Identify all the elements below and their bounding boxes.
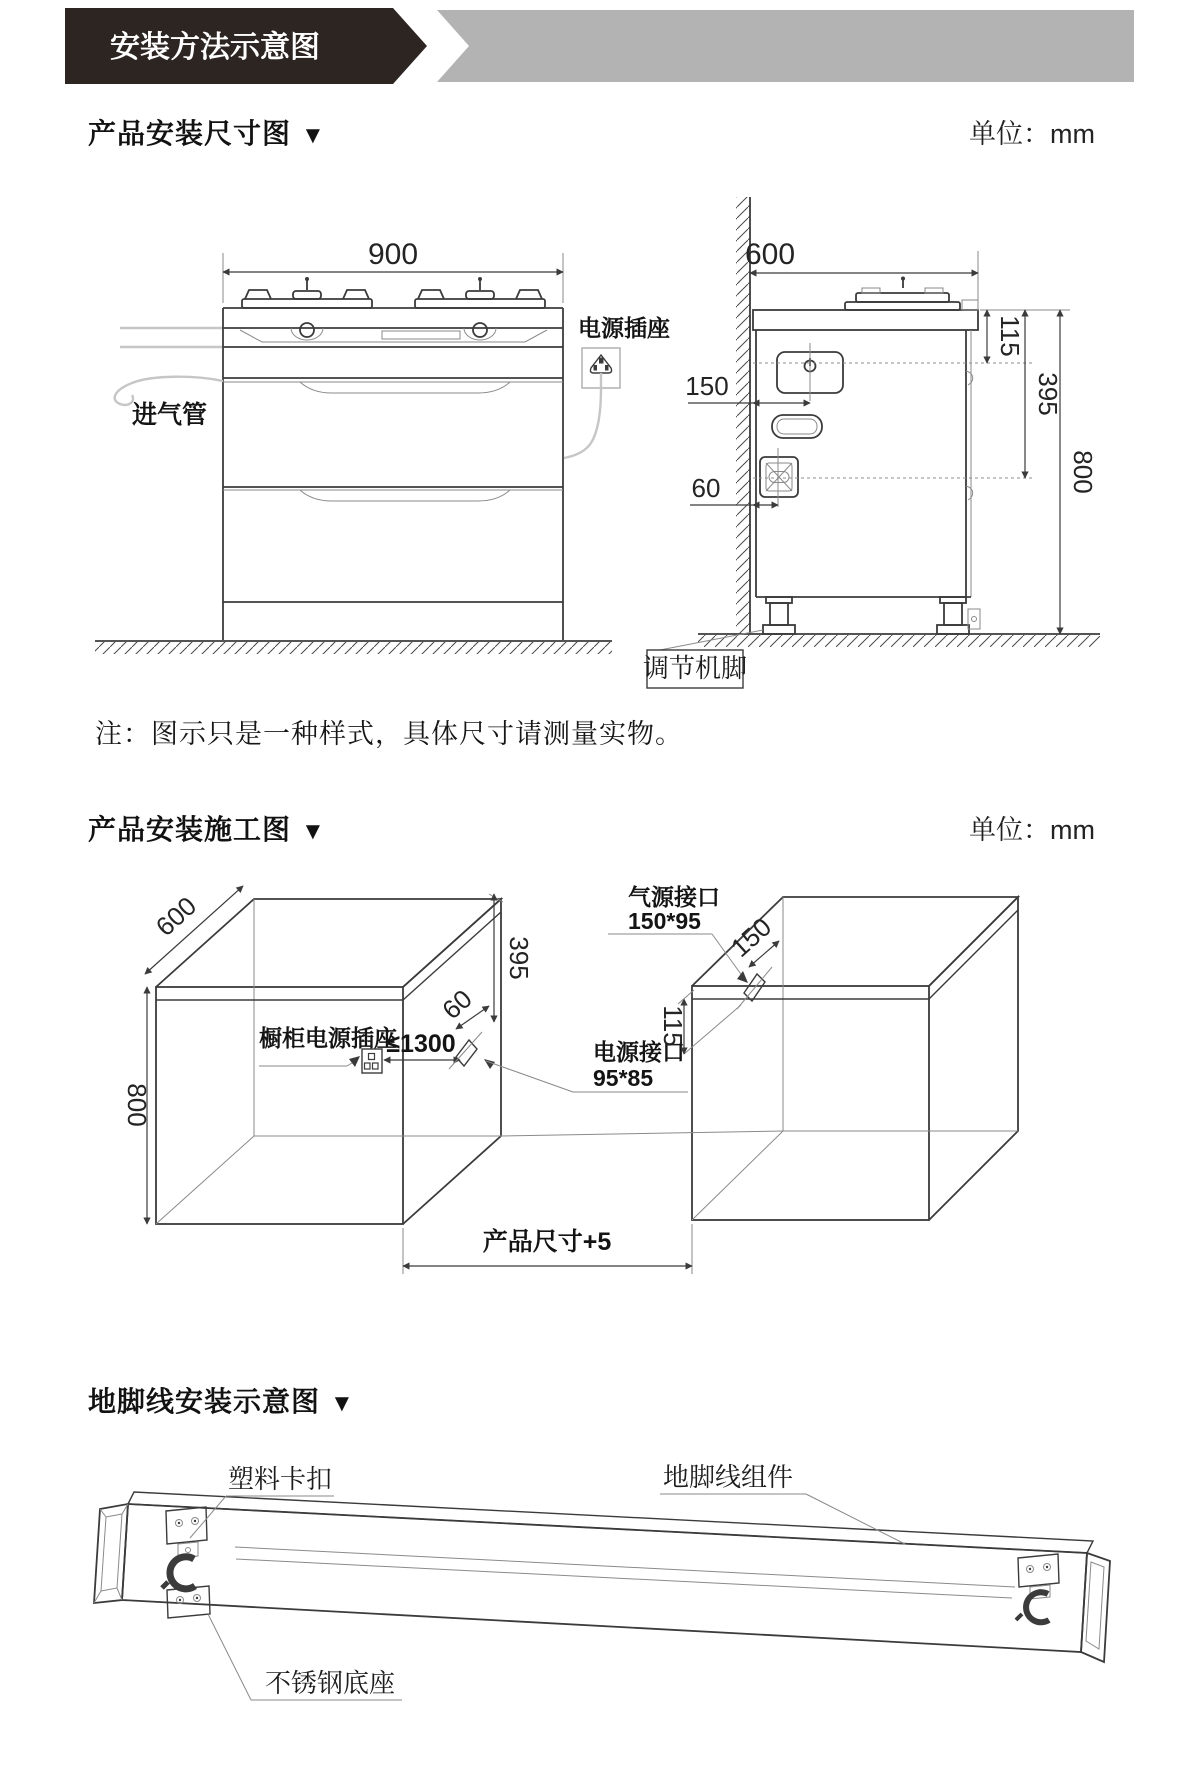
front-view [95, 238, 670, 654]
power-socket-label: 电源插座 [578, 315, 670, 341]
ground-hatch-side [698, 635, 1100, 647]
section1-title-row [88, 112, 1095, 152]
banner-title: 安装方法示意图 [110, 31, 320, 64]
gap-dimension [403, 1224, 692, 1274]
clip-label: 塑料卡扣 [228, 1464, 333, 1494]
header-banner [0, 0, 1200, 92]
base-label: 不锈钢底座 [265, 1668, 396, 1698]
foot-right-icon [937, 597, 980, 634]
construction-diagram [0, 870, 1200, 1290]
section3-title: 地脚线安装示意图 [88, 1386, 321, 1417]
side-view [643, 197, 1100, 688]
left-cabinet [122, 886, 688, 1224]
dim-60: 60 [436, 983, 478, 1026]
dim-395: 395 [1033, 372, 1063, 416]
note-text: 注：图示只是一种样式，具体尺寸请测量实物。 [95, 719, 683, 749]
banner-gray-bar [437, 10, 1134, 82]
section3-title-row [88, 1380, 354, 1420]
power-cord-icon [564, 388, 601, 458]
foot-left-icon [763, 597, 795, 634]
gas-inlet-port-icon [753, 343, 1032, 401]
max-distance: ≤1300 [386, 1030, 456, 1058]
handle-icon [772, 415, 822, 438]
dim-60: 60 [691, 473, 721, 503]
section2-unit-label: 单位：mm [969, 815, 1095, 845]
dim-150: 150 [724, 911, 778, 963]
dim-115: 115 [995, 315, 1025, 357]
dim-395: 395 [504, 936, 534, 980]
ground-hatch [95, 642, 612, 654]
dim-900: 900 [367, 238, 419, 271]
clip-right-icon [1016, 1554, 1059, 1622]
baseboard-bar [94, 1492, 1110, 1662]
gap-dim-label: 产品尺寸+5 [482, 1228, 612, 1256]
assembly-label: 地脚线组件 [663, 1462, 794, 1492]
dim-150: 150 [685, 371, 729, 401]
gas-port-size: 150*95 [628, 908, 701, 934]
end-cap-left [94, 1504, 128, 1603]
dim-600: 600 [744, 238, 796, 271]
baseboard-diagram [0, 1430, 1200, 1765]
power-port-size: 95*85 [593, 1065, 654, 1091]
triangle-marker-icon: ▼ [330, 1390, 354, 1417]
power-inlet-port-icon [753, 448, 1032, 507]
feet-label: 调节机脚 [642, 653, 748, 683]
cabinet-socket-icon [362, 1049, 382, 1073]
end-cap-right [1081, 1553, 1110, 1662]
dim-115: 115 [658, 1005, 688, 1047]
gas-port-label: 气源接口 [628, 884, 720, 910]
dim-800: 800 [122, 1083, 152, 1127]
power-port-label: 电源接口 [593, 1039, 685, 1065]
dim-600: 600 [149, 890, 203, 942]
triangle-marker-icon: ▼ [301, 818, 325, 845]
dim-800: 800 [1068, 450, 1098, 494]
power-socket-icon [564, 348, 620, 458]
gas-pipe-label: 进气管 [132, 401, 208, 429]
section2-title-group [88, 808, 325, 848]
section1-title: 产品安装尺寸图 [88, 118, 292, 149]
burner-profile-icon [845, 277, 960, 311]
section1-unit-label: 单位：mm [969, 119, 1095, 149]
section1-title-group [88, 112, 325, 152]
burner-left-icon [242, 277, 372, 340]
cabinet-socket-label: 橱柜电源插座 [259, 1025, 397, 1051]
dimension-diagram [0, 185, 1200, 700]
section2-title: 产品安装施工图 [88, 814, 292, 845]
gas-pipe-icon [115, 328, 223, 405]
right-cabinet [501, 884, 1018, 1220]
triangle-marker-icon: ▼ [301, 122, 325, 149]
section2-title-row [88, 808, 1095, 848]
